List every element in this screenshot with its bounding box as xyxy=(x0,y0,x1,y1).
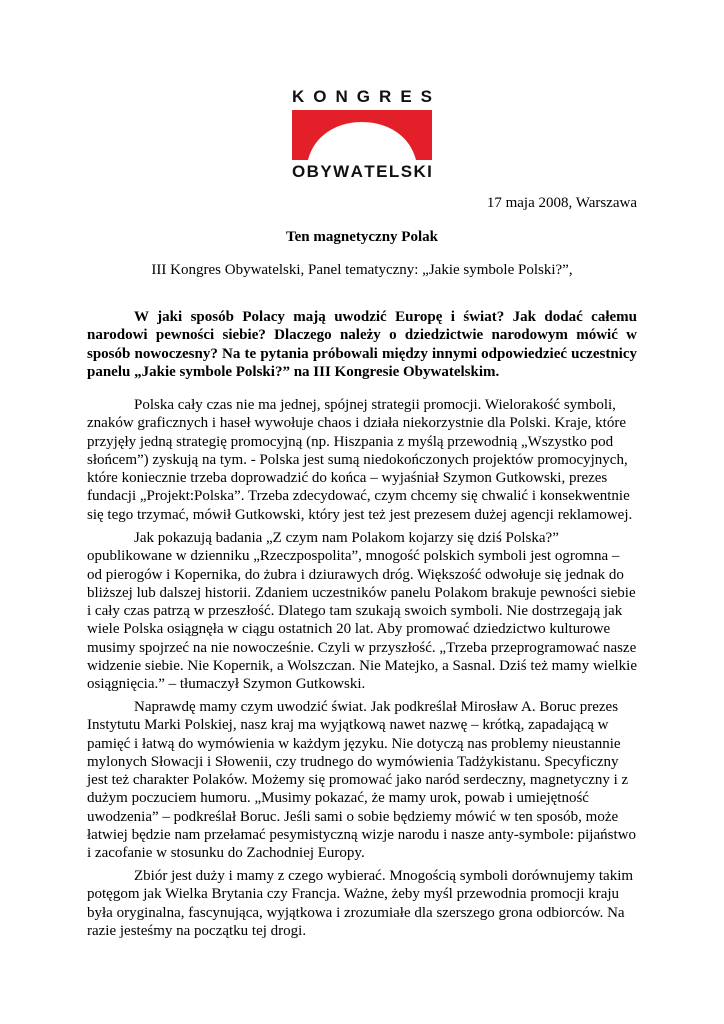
logo-arch-icon xyxy=(292,110,432,160)
body-paragraph: Jak pokazują badania „Z czym nam Polakom kojarzy się dziś Polska?” opublikowane w dzienniku „Rzeczpospolita”, mnogość polskich symboli jest ogromna – od pierogów i Kopernika, do żubra i dziurawych dróg. Większość odwołuje się jednak do bliższej lub dalszej historii. Zdaniem uczestników panelu Polakom brakuje pewności siebie i cały czas patrzą w przeszłość. Dlatego tam szukają swoich symboli. Nie dostrzegają jak wiele Polska osiągnęła w ciągu ostatnich 20 lat. Aby promować dziedzictwo kulturowe musimy spojrzeć na nie nowocześnie. Czyli w przyszłość. „Trzeba przeprogramować nasze widzenie siebie. Nie Kopernik, a Wolszczan. Nie Matejko, a Sasnal. Dziś też mamy wielkie osiągnięcia.” – tłumaczył Szymon Gutkowski. xyxy=(87,530,638,693)
logo-letter: I xyxy=(427,162,432,181)
document-subtitle: III Kongres Obywatelski, Panel tematyczny: „Jakie symbole Polski?”, xyxy=(151,262,573,278)
logo-letter: K xyxy=(292,87,305,106)
logo-letter: K xyxy=(413,162,426,181)
document-title: Ten magnetyczny Polak xyxy=(286,229,438,245)
logo-top-text xyxy=(292,88,432,105)
date-place: 17 maja 2008, Warszawa xyxy=(486,195,637,211)
logo-letter: R xyxy=(379,87,392,106)
lead-paragraph: W jaki sposób Polacy mają uwodzić Europę i świat? Jak dodać całemu narodowi pewności siebie? Dlaczego należy o dziedzictwie narodowym mówić w sposób nowoczesny? Na te pytania próbowali między innymi odpowiedzieć uczestnicy panelu „Jakie symbole Polski?” na III Kongresie Obywatelskim. xyxy=(87,309,637,380)
logo-letter: O xyxy=(292,162,306,181)
logo-bottom-text xyxy=(292,163,432,180)
logo-letter: S xyxy=(400,162,413,181)
body-paragraph: Zbiór jest duży i mamy z czego wybierać. Mnogością symboli dorównujemy takim potęgom jak Wielka Brytania czy Francja. Ważne, żeby myśl przewodnia promocji kraju była oryginalna, fascynująca, wyjątkowa i zrozumiałe dla szerszego grona odbiorców. Na razie jesteśmy na początku tej drogi. xyxy=(87,868,634,939)
logo-letter: W xyxy=(333,162,350,181)
logo-letter: O xyxy=(313,87,327,106)
logo-letter: N xyxy=(335,87,348,106)
logo-letter: E xyxy=(376,162,388,181)
logo-letter: T xyxy=(364,162,375,181)
body-paragraph: Naprawdę mamy czym uwodzić świat. Jak podkreślał Mirosław A. Boruc prezes Instytutu Marki Polskiej, nasz kraj ma wyjątkową nawet nazwę – krótką, zapadającą w pamięć i łatwą do wymówienia w każdym języku. Nie dotyczą nas problemy nieustannie mylonych Słowacji i Słowenii, czy trudnego do wymówienia Tadżykistanu. Specyficzny jest też charakter Polaków. Możemy się promować jako naród serdeczny, magnetyczny i z dużym poczuciem humoru. „Musimy pokazać, że mamy urok, powab i umiejętność uwodzenia” – podkreślał Boruc. Jeśli sami o sobie będziemy mówić w ten sposób, może łatwiej będzie nam przełamać pesymistyczną wizje narodu i nasze anty-symbole: pijaństwo i zacofanie w stosunku do Zachodniej Europy. xyxy=(87,699,636,862)
logo-letter: S xyxy=(420,87,432,106)
logo-letter: Y xyxy=(320,162,332,181)
logo-letter: E xyxy=(400,87,412,106)
kongres-obywatelski-logo xyxy=(292,88,432,180)
logo-letter: G xyxy=(356,87,371,106)
logo-letter: L xyxy=(388,162,400,181)
body-paragraph: Polska cały czas nie ma jednej, spójnej strategii promocji. Wielorakość symboli, znaków graficznych i haseł wywołuje chaos i działa niekorzystnie dla Polski. Kraje, które przyjęły jedną strategię promocyjną (np. Hiszpania z myślą przewodnią „Wszystko pod słońcem”) zyskują na tym. - Polska jest sumą niedokończonych projektów promocyjnych, które koniecznie trzeba doprowadzić do końca – wyjaśniał Szymon Gutkowski, prezes fundacji „Projekt:Polska”. Trzeba zdecydować, czym chcemy się chwalić i konsekwentnie się tego trzymać, mówił Gutkowski, który jest też jest prezesem dużej agencji reklamowej. xyxy=(87,397,633,523)
logo-letter: B xyxy=(306,162,319,181)
logo-letter: A xyxy=(350,162,363,181)
